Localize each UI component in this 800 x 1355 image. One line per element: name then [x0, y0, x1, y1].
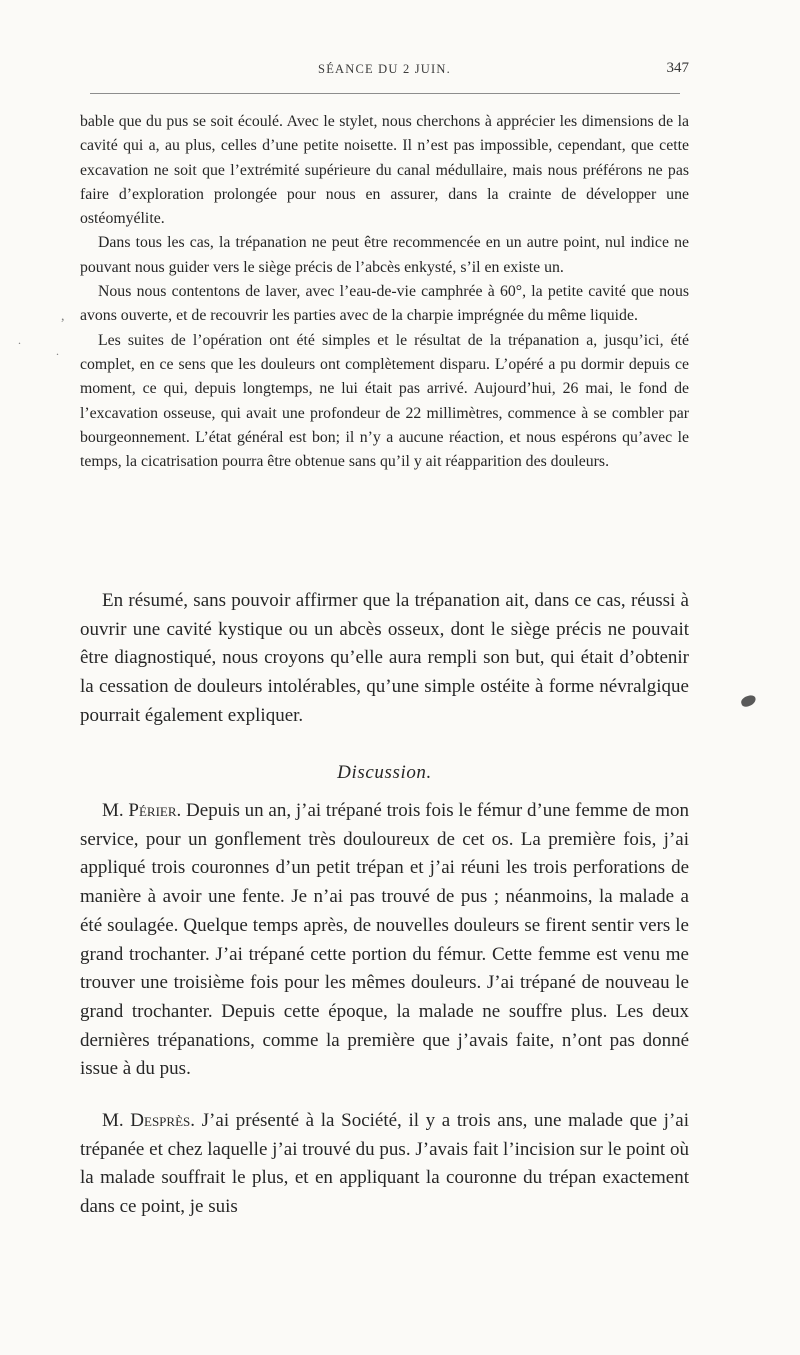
case-report-text [80, 110, 689, 474]
summary-paragraph: En résumé, sans pouvoir affirmer que la trépanation ait, dans ce cas, réussi à ouvrir une cavité kystique ou un abcès osseux, dont le siège précis ne pouvait être diagnostiqué, nous croyons qu’elle aura rempli son but, qui était d’obtenir la cessation de douleurs intolérables, qu’une simple ostéite à forme névralgique pourrait également expliquer. [80, 590, 689, 726]
paragraph-trepanation-point: Dans tous les cas, la trépanation ne peut être recommencée en un autre point, nul indice ne pouvant nous guider vers le siège précis de l’abcès enkysté, s’il en existe un. [80, 234, 689, 276]
despres-remarks [80, 1107, 689, 1222]
summary-section [80, 587, 689, 731]
discussion-heading: Discussion. [337, 762, 432, 783]
ink-blot [740, 694, 757, 708]
book-page [80, 0, 689, 1355]
perier-remarks [80, 797, 689, 1084]
margin-mark: , [61, 309, 65, 324]
speaker-despres: M. Desprès. [102, 1110, 196, 1131]
perier-text: Depuis un an, j’ai trépané trois fois le fémur d’une femme de mon service, pour un gonflement très douloureux de cet os. La première fois, j’ai appliqué trois couronnes d’un petit trépan et j’ai réuni les trois perforations de manière à avoir une fente. Je n’ai pas trouvé de pus ; néanmoins, la malade a été soulagée. Quelque temps après, de nouvelles douleurs se firent sentir vers le grand trochanter. J’ai trépané cette portion du fémur. Cette femme est venu me trouver une troisième fois pour les mêmes douleurs. J’ai trépané de nouveau le grand trochanter. Depuis cette époque, la malade ne souffre plus. Les deux dernières trépanations, comme la première que j’avais faite, n’ont pas donné issue à du pus. [80, 800, 689, 1080]
margin-dot: . [18, 333, 21, 347]
despres-paragraph [80, 1107, 689, 1222]
paragraph-results: Les suites de l’opération ont été simples et le résultat de la trépanation a, jusqu’ici, été complet, en ce sens que les douleurs ont complètement disparu. L’opéré a pu dormir depuis ce moment, ce qui, depuis longtemps, ne lui était pas arrivé. Aujourd’hui, 26 mai, le fond de l’excavation osseuse, qui avait une profondeur de 22 millimètres, commence à se combler par bourgeonnement. L’état général est bon; il n’y a aucune réaction, et nous espérons qu’avec le temps, la cicatrisation pourra être obtenue sans qu’il y ait réapparition des douleurs. [80, 331, 689, 471]
speaker-perier: M. Périer. [102, 800, 182, 821]
page-number: 347 [666, 60, 689, 76]
running-title: SÉANCE DU 2 JUIN. [318, 62, 451, 76]
paragraph-continuation: bable que du pus se soit écoulé. Avec le stylet, nous cherchons à apprécier les dimensions de la cavité qui a, au plus, celles d’une petite noisette. Il n’est pas impossible, cependant, que cette excavation ne soit que l’extrémité supérieure du canal médullaire, mais nous préférons ne pas faire d’exploration prolongée pour nous en assurer, dans la crainte de développer une ostéomyélite. [80, 113, 689, 228]
running-head [80, 60, 689, 82]
despres-text: J’ai présenté à la Société, il y a trois ans, une malade que j’ai trépanée et chez laquelle j’ai trouvé du pus. J’avais fait l’incision sur le point où la malade souffrait le plus, et en appliquant la couronne du trépan exactement dans ce point, je suis [80, 1110, 689, 1218]
header-rule [90, 93, 680, 94]
paragraph-washing: Nous nous contentons de laver, avec l’eau-de-vie camphrée à 60°, la petite cavité que nous avons ouverte, et de recouvrir les parties avec de la charpie imprégnée du même liquide. [80, 283, 689, 325]
margin-dot: . [56, 344, 59, 358]
perier-paragraph [80, 797, 689, 1084]
